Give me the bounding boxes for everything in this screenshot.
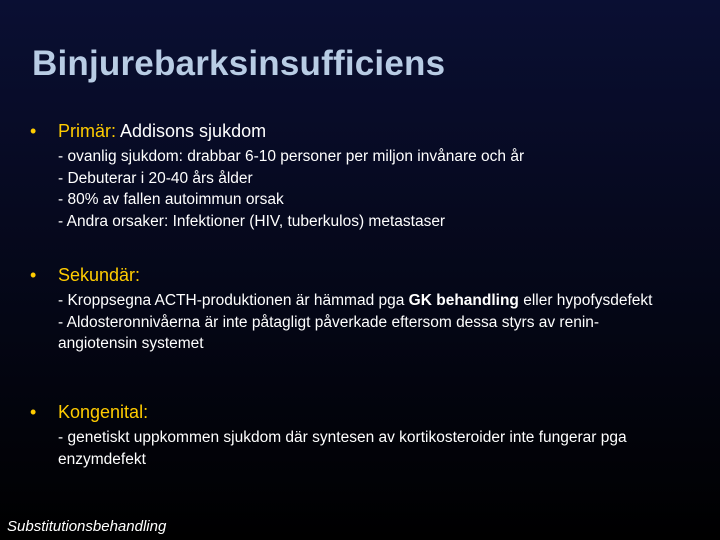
sub-text: - Kroppsegna ACTH-produktionen är hämmad pga xyxy=(58,292,409,309)
sub-item: - Andra orsaker: Infektioner (HIV, tuberkulos) metastaser xyxy=(58,212,446,230)
sub-list xyxy=(58,290,658,355)
sub-item: - ovanlig sjukdom: drabbar 6-10 personer per miljon invånare och år xyxy=(58,148,525,165)
sub-item xyxy=(58,290,658,312)
bullet-kongenital xyxy=(30,401,690,423)
bullet-text: Addisons sjukdom xyxy=(116,121,267,141)
footer-note: Substitutionsbehandling xyxy=(7,518,167,535)
sub-text: eller hypofysdefekt xyxy=(518,292,653,309)
slide-title: Binjurebarksinsufficiens xyxy=(32,44,446,83)
bullet-dot: • xyxy=(30,121,37,141)
bullet-dot: • xyxy=(30,265,37,285)
sub-item: - Debuterar i 20-40 års ålder xyxy=(58,169,253,187)
sub-item: - 80% av fallen autoimmun orsak xyxy=(58,191,284,208)
bullet-sekundar xyxy=(30,264,690,286)
sub-list xyxy=(58,427,628,470)
section-kongenital xyxy=(30,401,690,470)
sub-text-bold: GK behandling xyxy=(408,292,519,309)
bullet-primar xyxy=(30,120,690,142)
bullet-label: Sekundär: xyxy=(58,265,141,285)
bullet-dot: • xyxy=(30,402,37,422)
section-primar xyxy=(30,120,690,232)
sub-list xyxy=(58,146,690,232)
sub-item: - Aldosteronnivåerna är inte påtagligt påverkade eftersom dessa styrs av renin-angiotensin systemet xyxy=(58,313,600,352)
section-sekundar xyxy=(30,264,690,355)
bullet-label: Kongenital: xyxy=(58,402,149,422)
sub-item: - genetiskt uppkommen sjukdom där syntesen av kortikosteroider inte fungerar pga enzymdefekt xyxy=(58,429,627,468)
bullet-label: Primär: xyxy=(58,121,116,141)
